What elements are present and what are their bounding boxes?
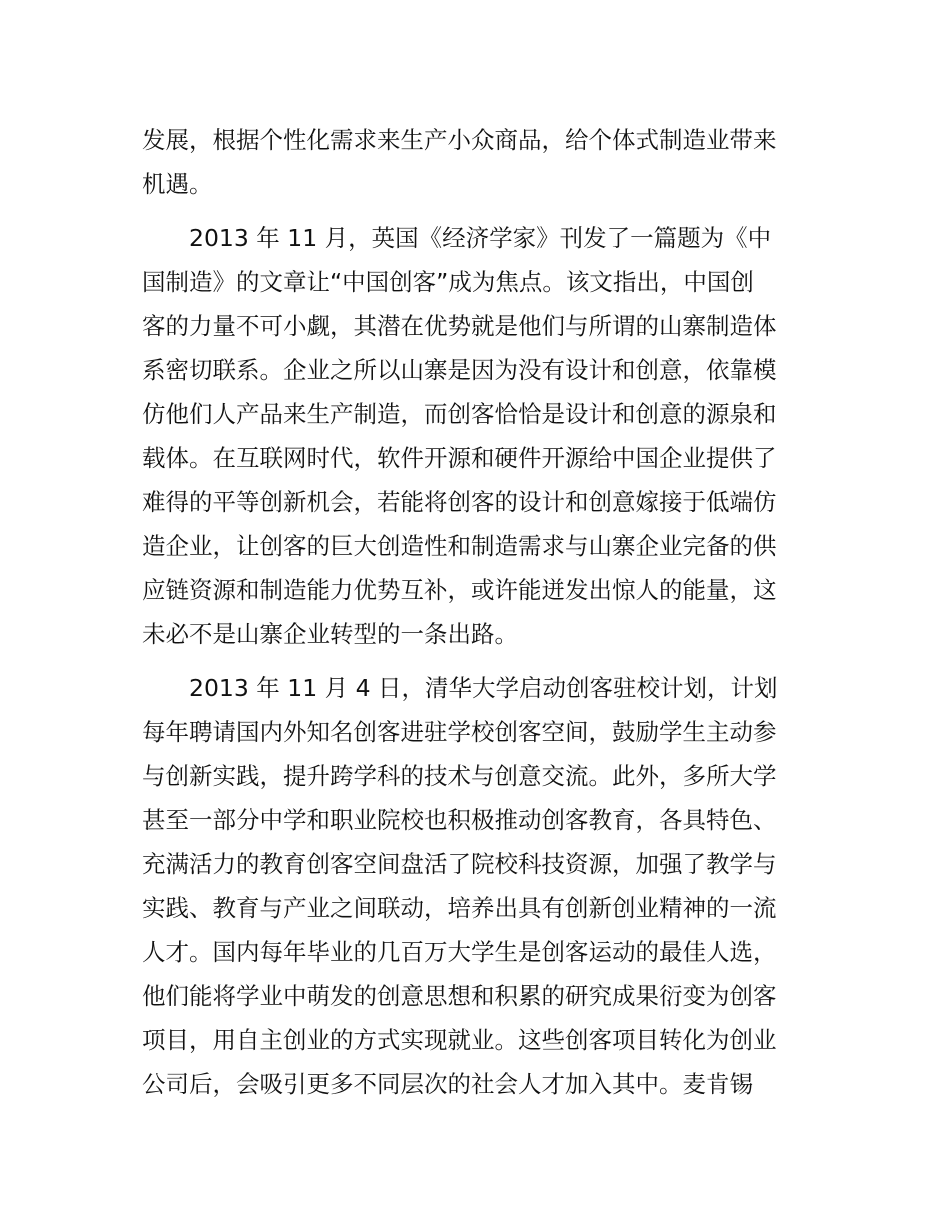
- text-line: 项目，用自主创业的方式实现就业。这些创客项目转化为创业: [142, 1026, 777, 1054]
- text-line: 发展，根据个性化需求来生产小众商品，给个体式制造业带来: [142, 126, 777, 154]
- paragraph-2: [142, 216, 812, 656]
- text-line: 甚至一部分中学和职业院校也积极推动创客教育，各具特色、: [142, 806, 777, 834]
- text-line: 应链资源和制造能力优势互补，或许能迸发出惊人的能量，这: [142, 576, 777, 604]
- paragraph-gap: [142, 656, 812, 666]
- text-line: 与创新实践，提升跨学科的技术与创意交流。此外，多所大学: [142, 762, 777, 790]
- paragraph-gap: [142, 206, 812, 216]
- paragraph-1: [142, 118, 812, 206]
- text-line: 机遇。: [142, 170, 213, 198]
- paragraph-3: [142, 666, 812, 1106]
- body-text: [142, 118, 812, 1106]
- text-line: 仿他们人产品来生产制造，而创客恰恰是设计和创意的源泉和: [142, 400, 777, 428]
- text-line: 每年聘请国内外知名创客进驻学校创客空间，鼓励学生主动参: [142, 718, 777, 746]
- text-line: 难得的平等创新机会，若能将创客的设计和创意嫁接于低端仿: [142, 488, 777, 516]
- text-line: 他们能将学业中萌发的创意思想和积累的研究成果衍变为创客: [142, 982, 777, 1010]
- text-line: 未必不是山寨企业转型的一条出路。: [142, 620, 518, 648]
- text-line: 人才。国内每年毕业的几百万大学生是创客运动的最佳人选，: [142, 938, 777, 966]
- text-line: 实践、教育与产业之间联动，培养出具有创新创业精神的一流: [142, 894, 777, 922]
- text-line-indented: 2013 年 11 月，英国《经济学家》刊发了一篇题为《中: [189, 224, 772, 252]
- text-line: 造企业，让创客的巨大创造性和制造需求与山寨企业完备的供: [142, 532, 777, 560]
- text-line: 国制造》的文章让“中国创客”成为焦点。该文指出，中国创: [142, 268, 754, 296]
- text-line-indented: 2013 年 11 月 4 日，清华大学启动创客驻校计划，计划: [189, 674, 778, 702]
- text-line: 客的力量不可小觑，其潜在优势就是他们与所谓的山寨制造体: [142, 312, 777, 340]
- text-line: 系密切联系。企业之所以山寨是因为没有设计和创意，依靠模: [142, 356, 777, 384]
- text-line: 载体。在互联网时代，软件开源和硬件开源给中国企业提供了: [142, 444, 777, 472]
- text-line: 公司后，会吸引更多不同层次的社会人才加入其中。麦肯锡: [142, 1070, 753, 1098]
- text-line: 充满活力的教育创客空间盘活了院校科技资源，加强了教学与: [142, 850, 777, 878]
